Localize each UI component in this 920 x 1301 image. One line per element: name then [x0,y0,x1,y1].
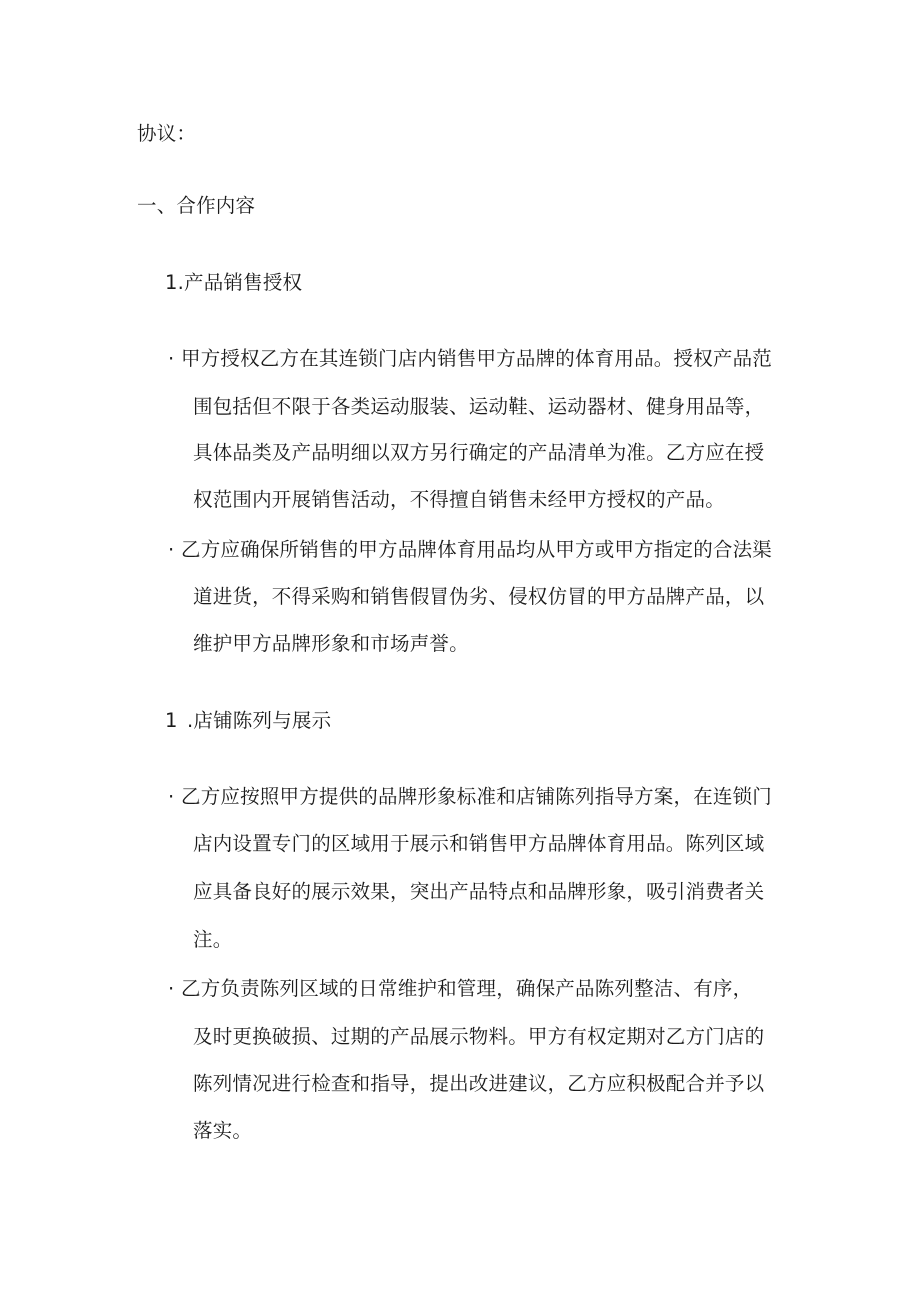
section-heading-cooperation: 一、合作内容 [137,194,256,217]
subsection-number: 1 [165,709,178,732]
paragraph-line: · 乙方负责陈列区域的日常维护和管理，确保产品陈列整洁、有序， [168,977,753,1000]
bullet-dot: · [168,538,175,561]
bullet-dot: · [168,977,175,1000]
paragraph-line: 维护甲方品牌形象和市场声誉。 [193,632,469,655]
paragraph-line: 道进货，不得采购和销售假冒伪劣、侵权仿冒的甲方品牌产品，以 [193,585,765,608]
subsection-label: .店铺陈列与展示 [187,709,332,732]
paragraph-line: 应具备良好的展示效果，突出产品特点和品牌形象，吸引消费者关 [193,880,765,903]
paragraph-line: 围包括但不限于各类运动服装、运动鞋、运动器材、健身用品等， [193,395,765,418]
subsection-number: 1. [165,271,185,294]
subsection-heading-store-display [165,708,331,734]
paragraph-line: 注。 [193,928,233,951]
paragraph-line: 落实。 [193,1119,253,1142]
bullet-dot: · [168,347,175,370]
bullet-dot: · [168,785,175,808]
paragraph-line: 具体品类及产品明细以双方另行确定的产品清单为准。乙方应在授 [193,441,765,464]
paragraph-line: 权范围内开展销售活动，不得擅自销售未经甲方授权的产品。 [193,488,725,511]
paragraph-line: · 乙方应按照甲方提供的品牌形象标准和店铺陈列指导方案，在连锁门 [168,785,773,808]
subsection-heading-sales-authorization [165,270,302,296]
paragraph-line: · 甲方授权乙方在其连锁门店内销售甲方品牌的体育用品。授权产品范 [168,347,773,370]
paragraph-line: 陈列情况进行检查和指导，提出改进建议，乙方应积极配合并予以 [193,1072,765,1095]
paragraph-line: 及时更换破损、过期的产品展示物料。甲方有权定期对乙方门店的 [193,1025,765,1048]
paragraph-line: · 乙方应确保所销售的甲方品牌体育用品均从甲方或甲方指定的合法渠 [168,538,773,561]
subsection-label: 产品销售授权 [184,271,303,294]
paragraph-line: 店内设置专门的区域用于展示和销售甲方品牌体育用品。陈列区域 [193,832,765,855]
document-title: 协议： [137,122,197,145]
